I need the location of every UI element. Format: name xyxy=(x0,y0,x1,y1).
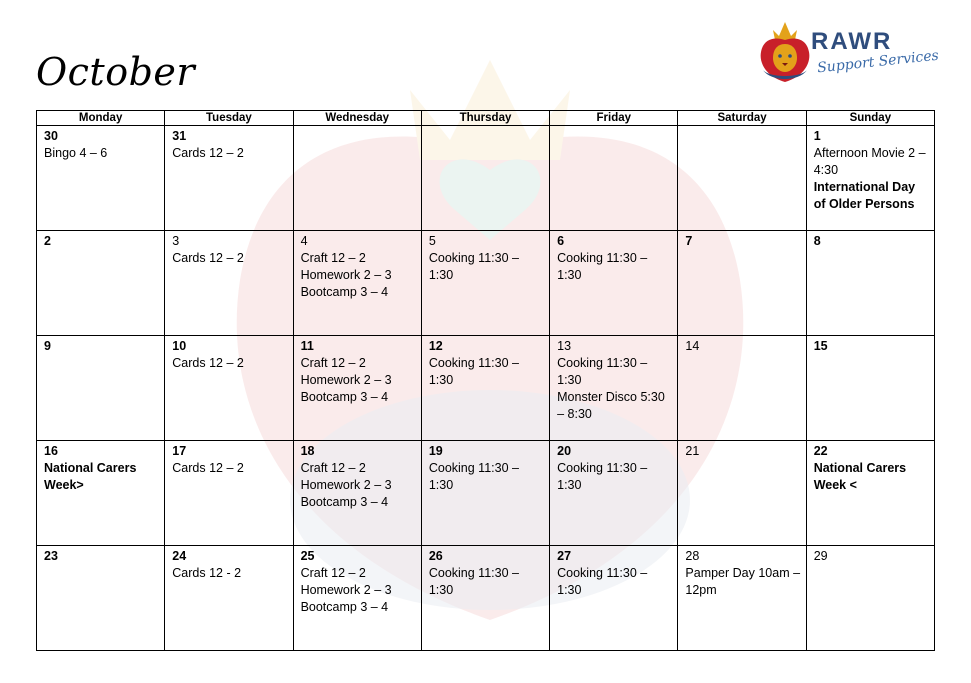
event-item: National Carers Week < xyxy=(813,461,907,492)
day-number: 5 xyxy=(428,234,436,248)
event-item: Bingo 4 – 6 xyxy=(44,146,108,160)
calendar-grid xyxy=(36,110,935,651)
weekday-header: Friday xyxy=(550,111,678,126)
weekday-header: Tuesday xyxy=(165,111,293,126)
event-item: Cards 12 – 2 xyxy=(172,461,244,475)
lion-logo-icon xyxy=(757,20,813,84)
event-item: Craft 12 – 2 xyxy=(300,566,366,580)
day-number: 30 xyxy=(44,129,58,143)
day-number: 28 xyxy=(685,549,700,563)
day-number: 11 xyxy=(300,339,314,353)
event-item: Pamper Day 10am – 12pm xyxy=(685,566,801,597)
week-row xyxy=(37,546,935,651)
event-item: Afternoon Movie 2 – 4:30 xyxy=(813,146,926,177)
day-cell xyxy=(421,336,549,441)
day-number: 12 xyxy=(428,339,443,353)
event-item: Homework 2 – 3 xyxy=(300,478,392,492)
day-cell xyxy=(806,231,934,336)
event-item: Bootcamp 3 – 4 xyxy=(300,600,389,614)
event-item: Cards 12 – 2 xyxy=(172,356,244,370)
day-cell xyxy=(37,441,165,546)
event-item: Cards 12 – 2 xyxy=(172,146,244,160)
day-number: 13 xyxy=(557,339,572,353)
day-cell xyxy=(421,126,549,231)
weekday-header: Thursday xyxy=(421,111,549,126)
event-item: Cooking 11:30 – 1:30 xyxy=(428,566,519,597)
week-row xyxy=(37,231,935,336)
week-row xyxy=(37,336,935,441)
day-cell xyxy=(165,231,293,336)
event-item: Cooking 11:30 – 1:30 xyxy=(557,356,648,387)
day-number: 19 xyxy=(428,444,443,458)
day-cell xyxy=(37,126,165,231)
day-cell xyxy=(293,126,421,231)
day-number: 23 xyxy=(44,549,58,563)
day-cell xyxy=(678,336,806,441)
day-cell xyxy=(678,231,806,336)
day-number: 31 xyxy=(172,129,187,143)
weekday-header: Monday xyxy=(37,111,165,126)
week-row xyxy=(37,441,935,546)
day-cell xyxy=(806,336,934,441)
day-number: 25 xyxy=(300,549,315,563)
day-cell xyxy=(806,441,934,546)
event-item: National Carers Week> xyxy=(44,461,137,492)
day-number: 15 xyxy=(813,339,828,353)
day-cell xyxy=(550,441,678,546)
day-number: 21 xyxy=(685,444,700,458)
weekday-header: Saturday xyxy=(678,111,806,126)
day-cell xyxy=(165,126,293,231)
day-cell xyxy=(37,231,165,336)
day-number: 10 xyxy=(172,339,187,353)
week-row xyxy=(37,126,935,231)
month-title: October xyxy=(36,50,196,94)
weekday-header-row xyxy=(37,111,935,126)
event-item: Cooking 11:30 – 1:30 xyxy=(428,461,519,492)
event-item: Cooking 11:30 – 1:30 xyxy=(428,356,519,387)
day-number: 26 xyxy=(428,549,443,563)
event-item: Cooking 11:30 – 1:30 xyxy=(557,461,648,492)
event-item: Cooking 11:30 – 1:30 xyxy=(557,251,648,282)
event-item: Homework 2 – 3 xyxy=(300,583,392,597)
day-cell xyxy=(293,441,421,546)
event-item: Homework 2 – 3 xyxy=(300,268,392,282)
day-cell xyxy=(806,126,934,231)
event-item: Cooking 11:30 – 1:30 xyxy=(557,566,648,597)
day-number: 8 xyxy=(813,234,821,248)
event-item: International Day of Older Persons xyxy=(813,180,916,211)
day-number: 1 xyxy=(813,129,821,143)
day-cell xyxy=(293,231,421,336)
day-number: 20 xyxy=(557,444,572,458)
day-cell xyxy=(293,336,421,441)
day-cell xyxy=(421,441,549,546)
logo-name: RAWR xyxy=(811,28,893,55)
day-number: 6 xyxy=(557,234,565,248)
event-item: Cooking 11:30 – 1:30 xyxy=(428,251,519,282)
day-cell xyxy=(165,336,293,441)
day-cell xyxy=(550,126,678,231)
event-item: Craft 12 – 2 xyxy=(300,356,366,370)
weekday-header: Sunday xyxy=(806,111,934,126)
event-item: Homework 2 – 3 xyxy=(300,373,392,387)
day-cell xyxy=(806,546,934,651)
day-cell xyxy=(37,546,165,651)
day-number: 2 xyxy=(44,234,51,248)
event-item: Bootcamp 3 – 4 xyxy=(300,495,389,509)
day-number: 14 xyxy=(685,339,700,353)
event-item: Craft 12 – 2 xyxy=(300,461,366,475)
day-number: 3 xyxy=(172,234,180,248)
day-number: 9 xyxy=(44,339,51,353)
day-cell xyxy=(421,546,549,651)
event-item: Monster Disco 5:30 – 8:30 xyxy=(557,390,665,421)
logo-subtitle: Support Services xyxy=(816,47,940,77)
day-number: 7 xyxy=(685,234,693,248)
event-item: Cards 12 - 2 xyxy=(172,566,242,580)
rawr-logo xyxy=(757,20,942,86)
day-number: 4 xyxy=(300,234,308,248)
day-cell xyxy=(550,336,678,441)
day-cell xyxy=(678,546,806,651)
weekday-header: Wednesday xyxy=(293,111,421,126)
day-cell xyxy=(293,546,421,651)
day-number: 27 xyxy=(557,549,572,563)
day-cell xyxy=(165,441,293,546)
day-cell xyxy=(678,126,806,231)
day-number: 16 xyxy=(44,444,58,458)
day-cell xyxy=(678,441,806,546)
day-number: 18 xyxy=(300,444,315,458)
day-cell xyxy=(165,546,293,651)
day-number: 29 xyxy=(813,549,828,563)
event-item: Cards 12 – 2 xyxy=(172,251,244,265)
event-item: Craft 12 – 2 xyxy=(300,251,366,265)
day-number: 22 xyxy=(813,444,828,458)
day-cell xyxy=(37,336,165,441)
day-number: 17 xyxy=(172,444,187,458)
day-cell xyxy=(550,231,678,336)
day-cell xyxy=(550,546,678,651)
day-number: 24 xyxy=(172,549,187,563)
event-item: Bootcamp 3 – 4 xyxy=(300,285,389,299)
event-item: Bootcamp 3 – 4 xyxy=(300,390,389,404)
day-cell xyxy=(421,231,549,336)
